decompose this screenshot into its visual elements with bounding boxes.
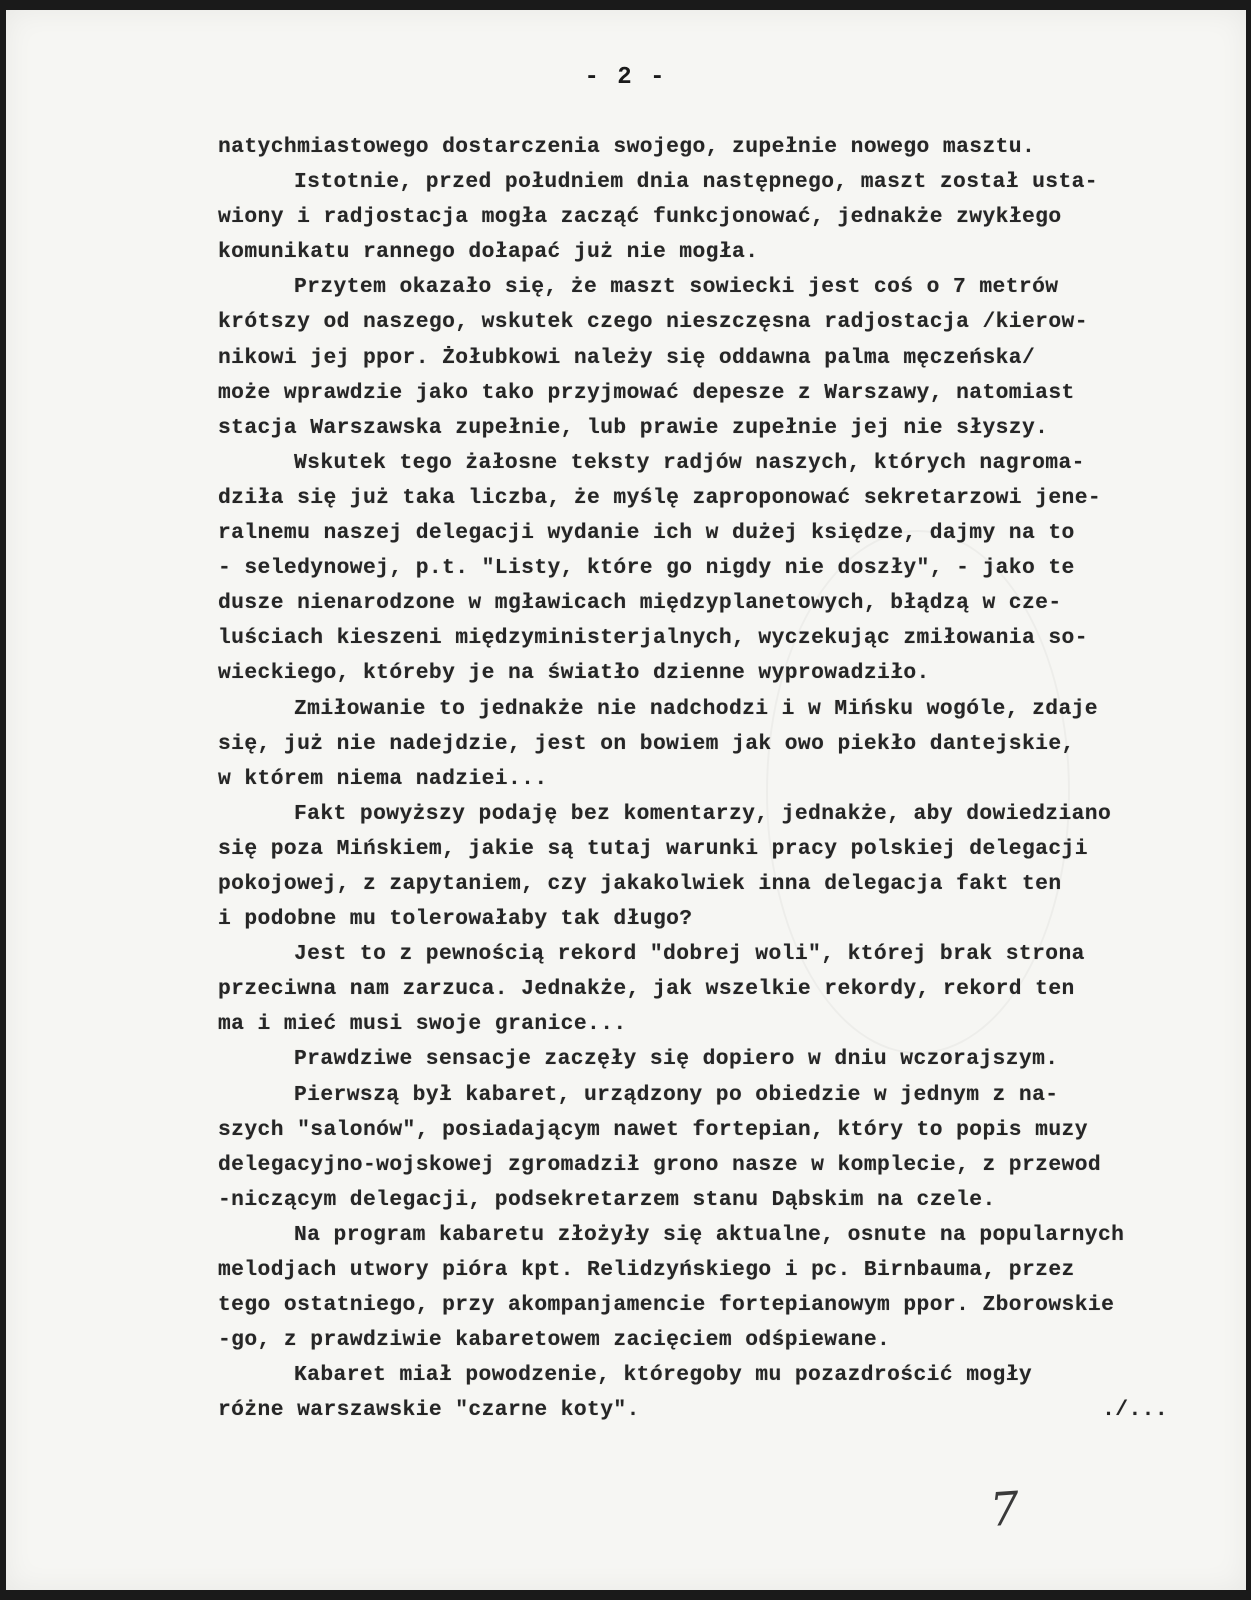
text-line: Zmiłowanie to jednakże nie nadchodzi i w Mińsku wogóle, zdaje xyxy=(294,696,1098,721)
page-number: - 2 - xyxy=(584,64,667,91)
text-line: -niczącym delegacji, podsekretarzem stanu Dąbskim na czele. xyxy=(218,1187,996,1212)
continuation-mark: ./... xyxy=(1102,1398,1168,1423)
text-line: może wprawdzie jako tako przyjmować depesze z Warszawy, natomiast xyxy=(218,380,1075,405)
text-line: Istotnie, przed południem dnia następnego, maszt został usta- xyxy=(294,170,1098,195)
text-line: i podobne mu tolerowałaby tak długo? xyxy=(218,907,693,932)
text-line: melodjach utwory pióra kpt. Relidzyńskiego i pc. Birnbauma, przez xyxy=(218,1258,1075,1282)
text-line: ralnemu naszej delegacji wydanie ich w dużej księdze, dajmy na to xyxy=(218,521,1075,546)
text-line: Przytem okazało się, że maszt sowiecki jest coś o 7 metrów xyxy=(294,275,1059,300)
text-line: Kabaret miał powodzenie, któregoby mu pozazdrościć mogły xyxy=(294,1363,1033,1388)
text-line: szych "salonów", posiadającym nawet fortepian, który to popis muzy xyxy=(218,1117,1088,1142)
text-line: dziła się już taka liczba, że myślę zaproponować sekretarzowi jene- xyxy=(218,485,1102,510)
text-line: w którem niema nadziei... xyxy=(218,766,548,791)
text-line: Na program kabaretu złożyły się aktualne, osnute na popularnych xyxy=(294,1222,1125,1247)
text-line: delegacyjno-wojskowej zgromadził grono nasze w komplecie, z przewod xyxy=(218,1152,1102,1177)
text-line: wieckiego, któreby je na światło dzienne wyprowadziło. xyxy=(218,661,930,686)
text-line: Fakt powyższy podaję bez komentarzy, jednakże, aby dowiedziano xyxy=(294,801,1112,826)
text-line: Wskutek tego żałosne teksty radjów naszych, których nagroma- xyxy=(294,450,1085,475)
text-line: stacja Warszawska zupełnie, lub prawie zupełnie jej nie słyszy. xyxy=(218,415,1049,440)
text-line: krótszy od naszego, wskutek czego nieszczęsna radjostacja /kierow- xyxy=(218,310,1088,335)
text-line: Pierwszą był kabaret, urządzony po obiedzie w jednym z na- xyxy=(294,1082,1059,1107)
text-line-last xyxy=(218,1393,1168,1428)
text-line: wiony i radjostacja mogła zacząć funkcjonować, jednakże zwykłego xyxy=(218,205,1062,230)
text-line: luściach kieszeni międzyministerjalnych, wyczekując zmiłowania so- xyxy=(218,626,1088,651)
last-line-text: różne warszawskie "czarne koty". xyxy=(218,1398,640,1423)
handwritten-page-mark: 7 xyxy=(988,1481,1022,1537)
text-line: pokojowej, z zapytaniem, czy jakakolwiek inna delegacja fakt ten xyxy=(218,871,1062,896)
text-line: się, już nie nadejdzie, jest on bowiem jak owo piekło dantejskie, xyxy=(218,731,1075,756)
text-line: - seledynowej, p.t. "Listy, które go nigdy nie doszły", - jako te xyxy=(218,556,1075,581)
text-line: Prawdziwe sensacje zaczęły się dopiero w dniu wczorajszym. xyxy=(294,1047,1059,1072)
text-line: Jest to z pewnością rekord "dobrej woli", której brak strona xyxy=(294,942,1085,967)
text-line: przeciwna nam zarzuca. Jednakże, jak wszelkie rekordy, rekord ten xyxy=(218,977,1075,1002)
text-line: natychmiastowego dostarczenia swojego, zupełnie nowego masztu. xyxy=(218,135,1036,159)
typed-body-text xyxy=(218,130,1218,1428)
text-line: się poza Mińskiem, jakie są tutaj warunki pracy polskiej delegacji xyxy=(218,836,1088,861)
text-line: dusze nienarodzone w mgławicach międzyplanetowych, błądzą w cze- xyxy=(218,591,1062,616)
text-line: nikowi jej ppor. Żołubkowi należy się oddawna palma męczeńska/ xyxy=(218,345,1036,370)
text-line: -go, z prawdziwie kabaretowem zacięciem odśpiewane. xyxy=(218,1328,891,1353)
text-line: ma i mieć musi swoje granice... xyxy=(218,1012,627,1037)
text-line: komunikatu rannego dołapać już nie mogła. xyxy=(218,240,759,265)
text-line: tego ostatniego, przy akompanjamencie fortepianowym ppor. Zborowskie xyxy=(218,1293,1115,1318)
